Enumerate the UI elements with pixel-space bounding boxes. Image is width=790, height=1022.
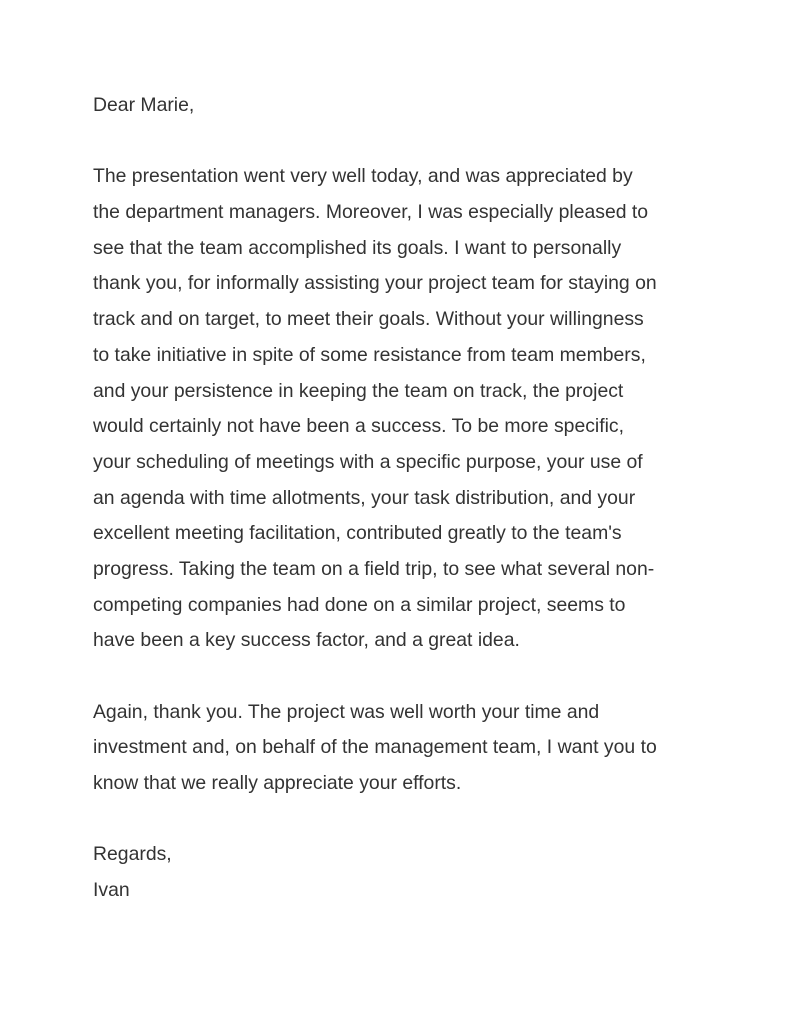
salutation: Dear Marie, bbox=[93, 94, 195, 116]
paragraph-line: thank you, for informally assisting your project team for staying on bbox=[93, 272, 657, 295]
paragraph-line: The presentation went very well today, and was appreciated by bbox=[93, 165, 633, 188]
paragraph-line: your scheduling of meetings with a specific purpose, your use of bbox=[93, 450, 643, 473]
paragraph-line: progress. Taking the team on a field trip, to see what several non- bbox=[93, 557, 655, 580]
letter-page bbox=[93, 88, 713, 909]
closing: Regards, bbox=[93, 843, 172, 866]
paragraph-spacer bbox=[93, 124, 713, 160]
paragraph-line: competing companies had done on a similar project, seems to bbox=[93, 593, 626, 616]
paragraph-1 bbox=[93, 159, 713, 659]
paragraph-line: the department managers. Moreover, I was especially pleased to bbox=[93, 201, 649, 224]
paragraph-spacer bbox=[93, 802, 713, 838]
paragraph-line: know that we really appreciate your efforts. bbox=[93, 772, 462, 795]
paragraph-line: see that the team accomplished its goals. I want to personally bbox=[93, 236, 622, 259]
paragraph-line: excellent meeting facilitation, contributed greatly to the team's bbox=[93, 522, 622, 545]
paragraph-2 bbox=[93, 695, 713, 802]
paragraph-line: investment and, on behalf of the management team, I want you to bbox=[93, 736, 657, 759]
signature: Ivan bbox=[93, 879, 130, 902]
paragraph-line: and your persistence in keeping the team on track, the project bbox=[93, 379, 624, 402]
paragraph-line: have been a key success factor, and a great idea. bbox=[93, 629, 520, 652]
paragraph-spacer bbox=[93, 659, 713, 695]
paragraph-line: track and on target, to meet their goals. Without your willingness bbox=[93, 308, 644, 331]
paragraph-line: Again, thank you. The project was well worth your time and bbox=[93, 700, 600, 723]
paragraph-line: would certainly not have been a success. To be more specific, bbox=[93, 415, 625, 438]
paragraph-line: an agenda with time allotments, your task distribution, and your bbox=[93, 486, 636, 509]
paragraph-line: to take initiative in spite of some resistance from team members, bbox=[93, 343, 646, 366]
